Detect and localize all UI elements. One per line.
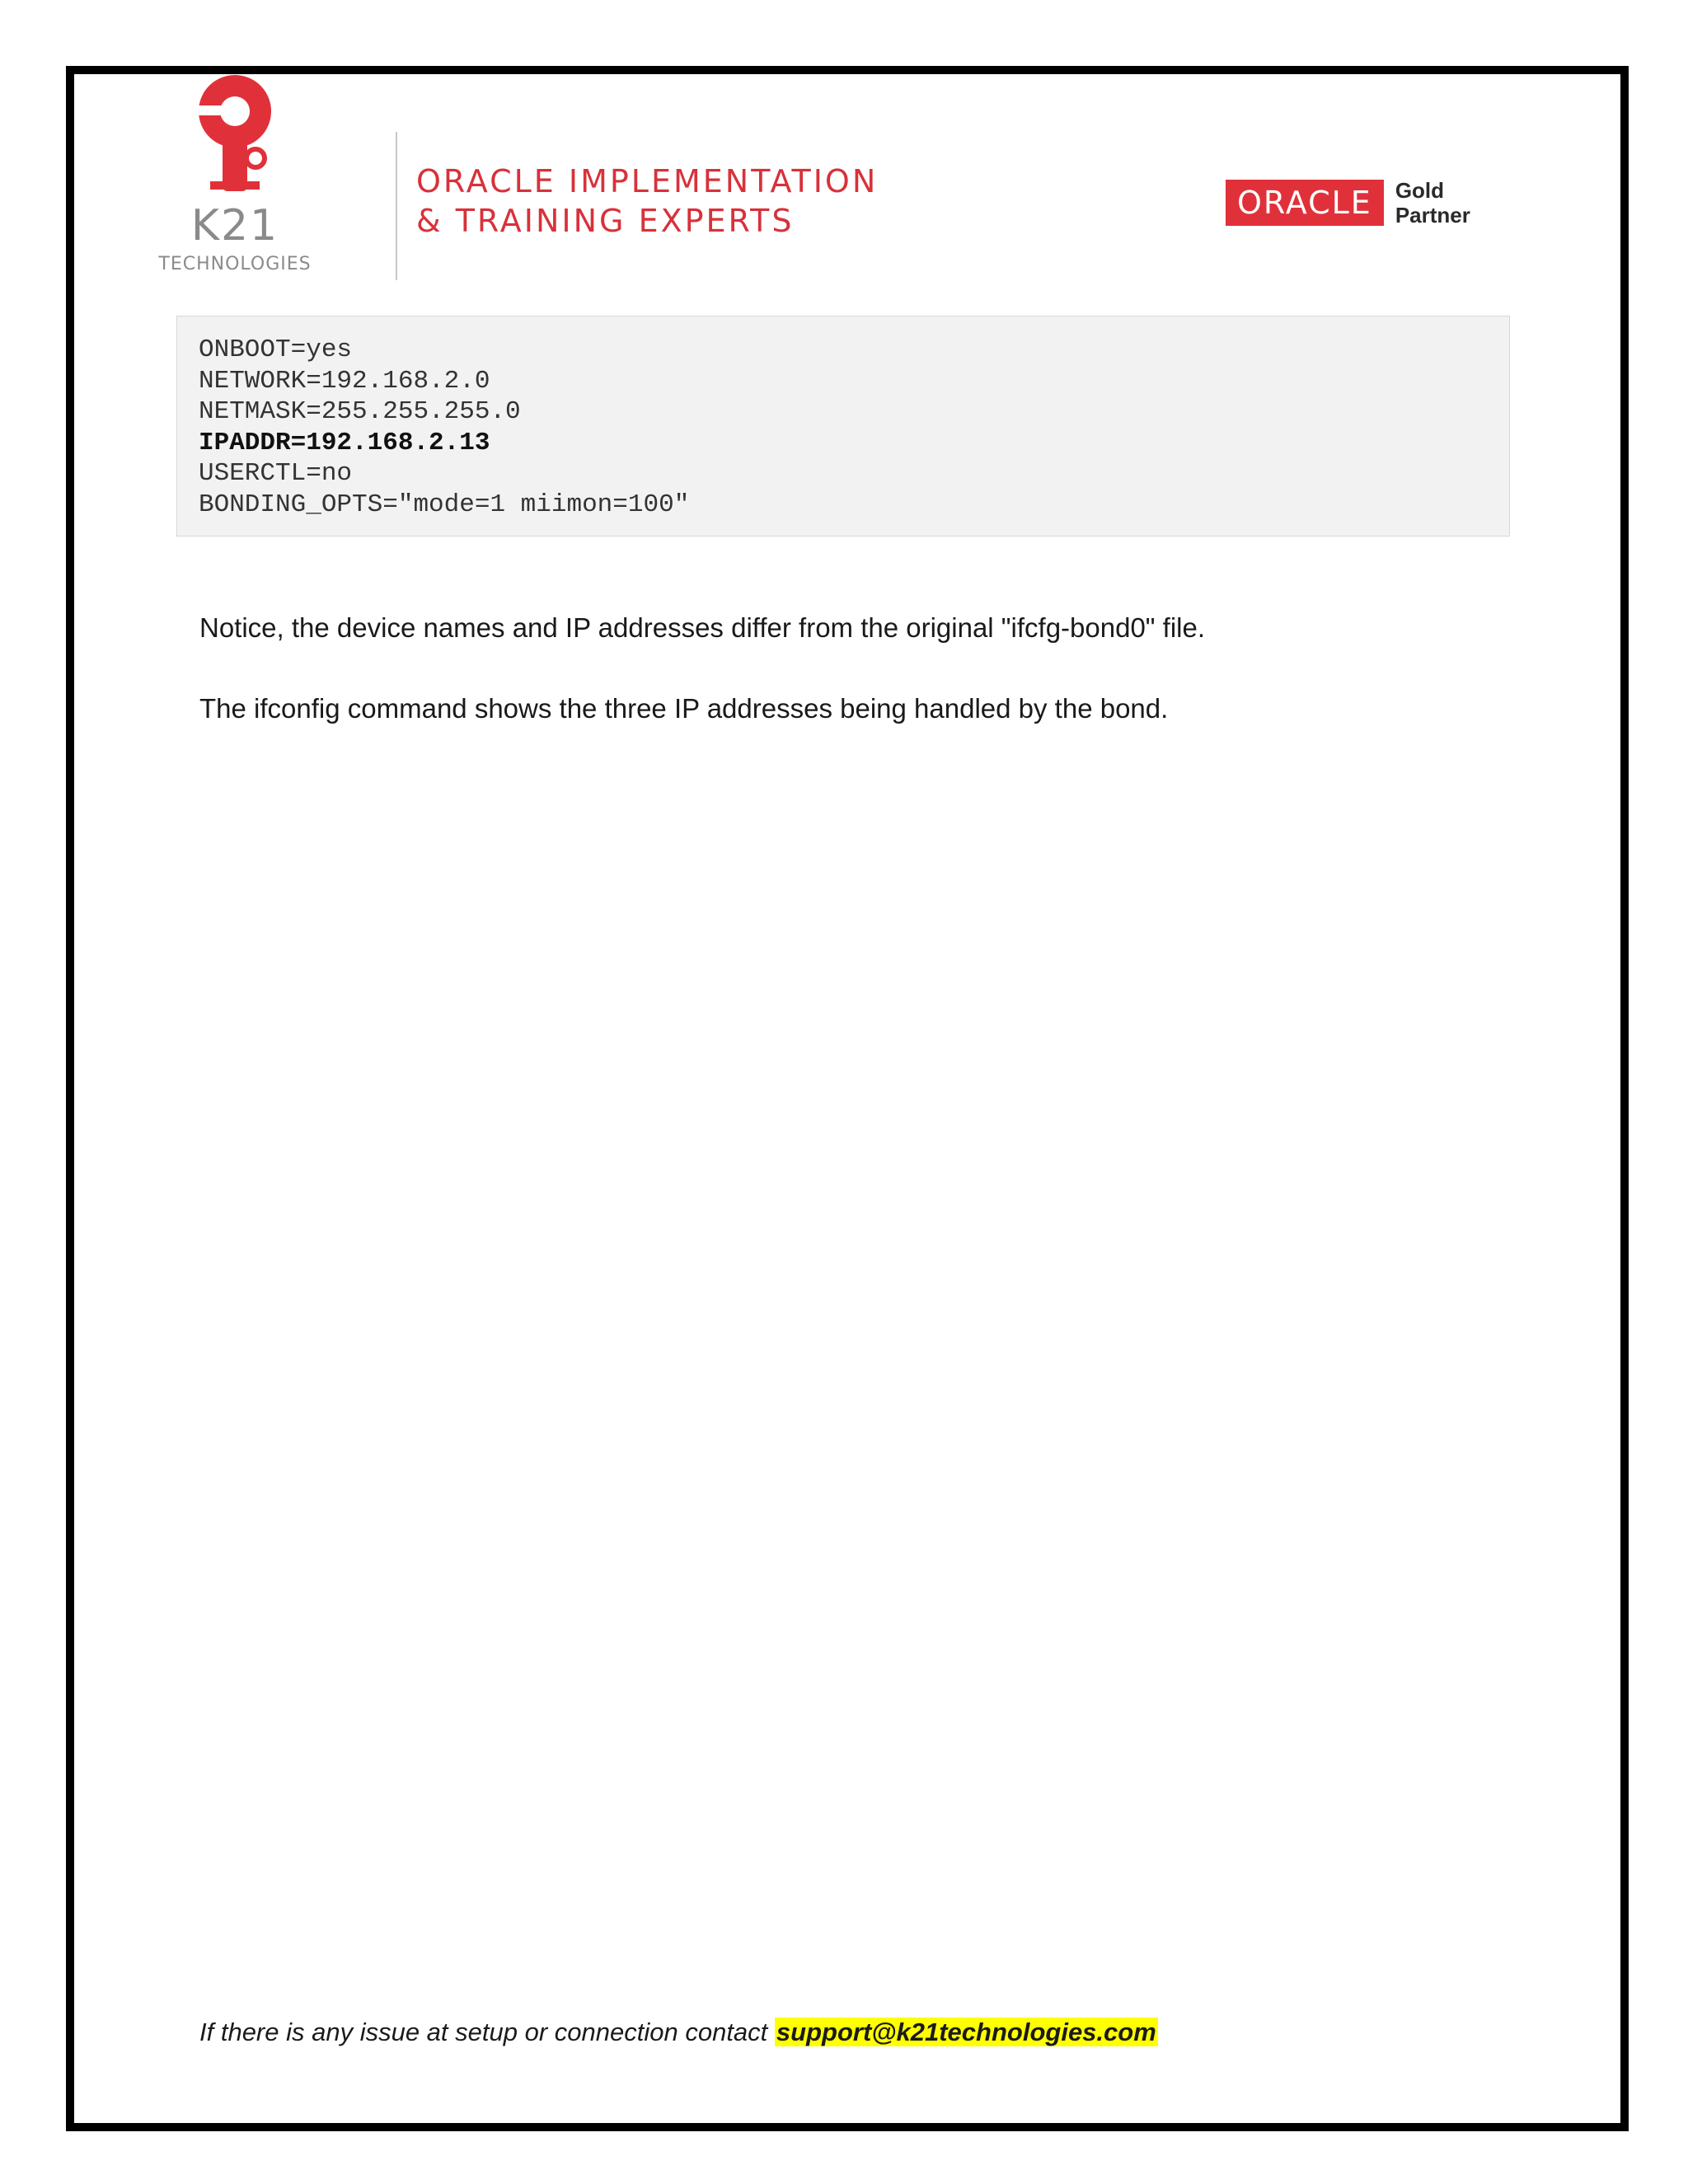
partner-level: Gold — [1395, 178, 1445, 203]
code-line: NETMASK=255.255.255.0 — [199, 397, 521, 426]
brand-subtitle: TECHNOLOGIES — [158, 254, 312, 274]
code-line: NETWORK=192.168.2.0 — [199, 366, 490, 396]
code-line: BONDING_OPTS="mode=1 miimon=100" — [199, 490, 690, 519]
oracle-gold-partner-badge — [1226, 180, 1470, 226]
page-header — [0, 0, 1688, 274]
code-line: USERCTL=no — [199, 459, 353, 488]
body-paragraph-2: The ifconfig command shows the three IP addresses being handled by the bond. — [199, 693, 1169, 724]
config-code-block — [176, 316, 1510, 537]
partner-level-text — [1395, 178, 1470, 227]
company-tagline — [416, 162, 878, 241]
oracle-logo: ORACLE — [1226, 180, 1384, 226]
code-line: ONBOOT=yes — [199, 335, 353, 364]
tagline-line-2: & TRAINING EXPERTS — [416, 203, 795, 239]
brand-name: K21 — [190, 201, 279, 251]
body-paragraph-1: Notice, the device names and IP addresses differ from the original "ifcfg-bond0" file. — [199, 612, 1206, 643]
k21-key-icon — [140, 66, 330, 206]
tagline-line-1: ORACLE IMPLEMENTATION — [416, 163, 879, 199]
header-divider — [396, 132, 397, 280]
partner-label: Partner — [1395, 203, 1470, 227]
footer-text: If there is any issue at setup or connection contact — [199, 2018, 775, 2046]
code-line-highlighted: IPADDR=192.168.2.13 — [199, 428, 490, 457]
support-footer — [199, 2016, 1158, 2049]
support-email-link[interactable]: support@k21technologies.com — [776, 2018, 1156, 2046]
k21-logo — [140, 66, 330, 280]
